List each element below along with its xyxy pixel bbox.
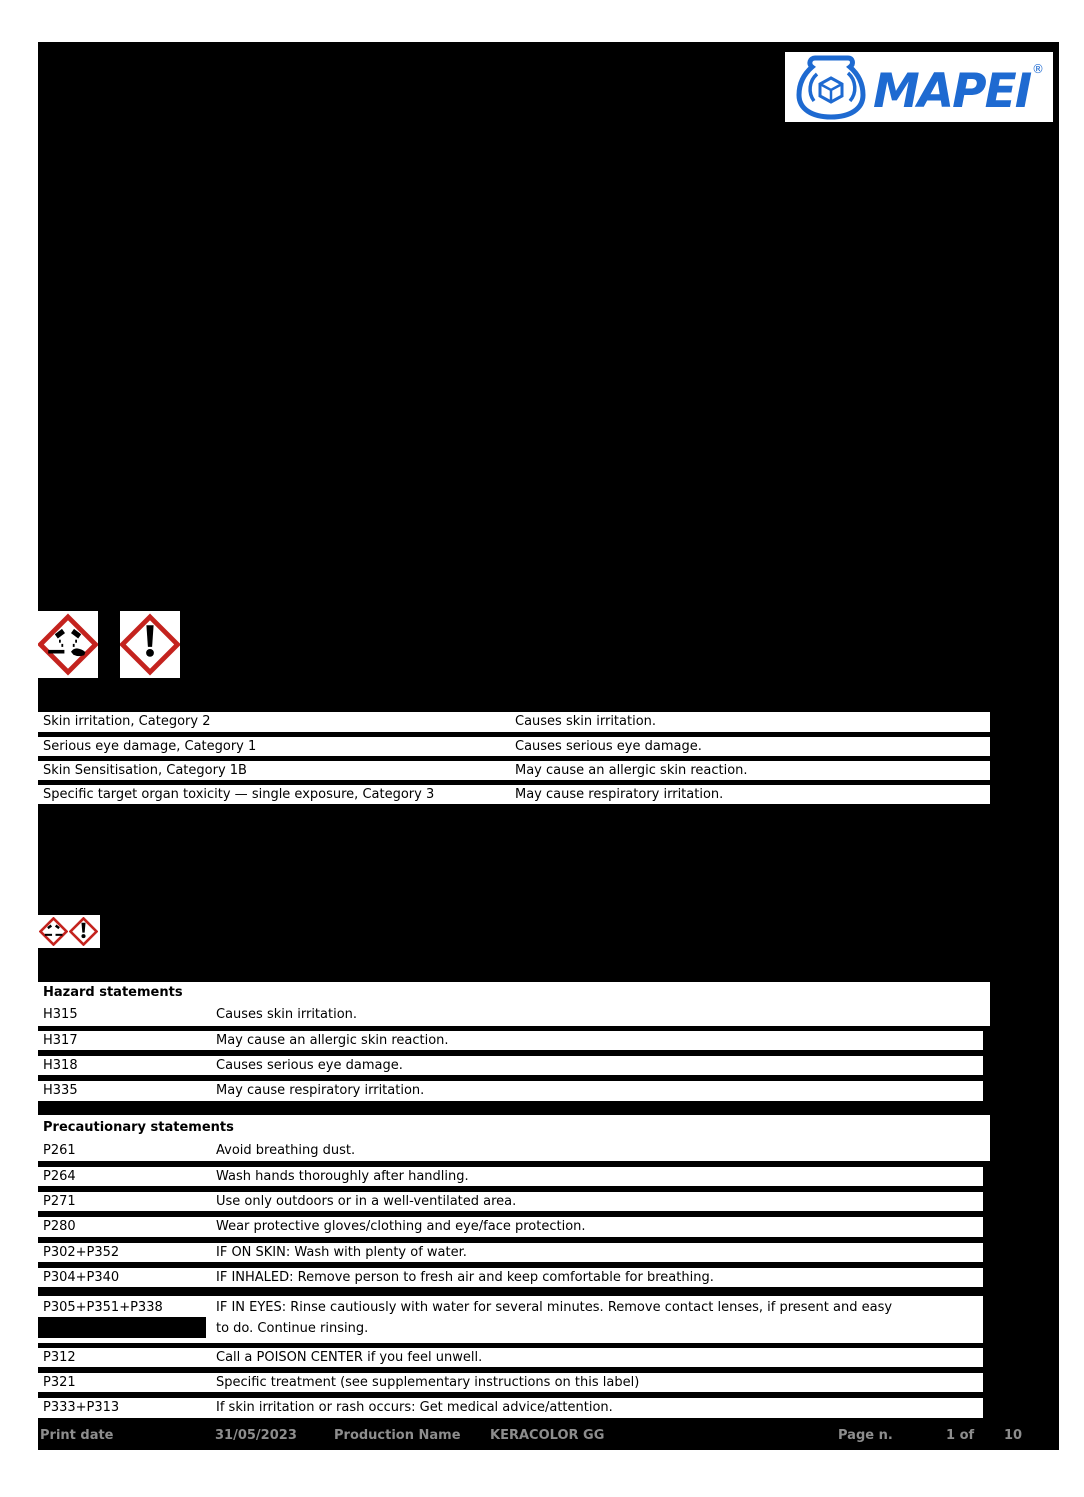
precautionary-text: If skin irritation or rash occurs: Get medical advice/attention. <box>216 1400 613 1415</box>
registered-mark: ® <box>1032 62 1044 76</box>
hazard-text: May cause respiratory irritation. <box>216 1083 425 1098</box>
precautionary-row <box>38 1348 983 1367</box>
hazard-row <box>38 1081 983 1101</box>
precautionary-code: P302+P352 <box>43 1245 120 1260</box>
hazard-code: H315 <box>43 1007 78 1022</box>
mapei-wordmark: MAPEI <box>873 64 1031 119</box>
precautionary-code: P312 <box>43 1350 76 1365</box>
precautionary-code: P261 <box>43 1143 76 1158</box>
precautionary-code: P264 <box>43 1169 76 1184</box>
hazard-statements-title: Hazard statements <box>43 985 183 1000</box>
mapei-logo-icon <box>785 52 1053 122</box>
precautionary-statements-title: Precautionary statements <box>43 1120 234 1135</box>
precautionary-row <box>38 1268 983 1287</box>
ghs-corrosion-pictogram-icon <box>38 611 98 678</box>
precautionary-row <box>38 1192 983 1211</box>
precautionary-text-line2: to do. Continue rinsing. <box>216 1321 369 1336</box>
classification-statement: May cause an allergic skin reaction. <box>515 763 748 778</box>
hazard-text: Causes serious eye damage. <box>216 1058 403 1073</box>
classification-statement: May cause respiratory irritation. <box>515 787 724 802</box>
precautionary-code: P304+P340 <box>43 1270 120 1285</box>
precautionary-text: IF INHALED: Remove person to fresh air and keep comfortable for breathing. <box>216 1270 714 1285</box>
hazard-row <box>38 1031 983 1050</box>
hazard-row <box>38 1056 983 1075</box>
precautionary-text: Wash hands thoroughly after handling. <box>216 1169 469 1184</box>
classification-row <box>38 785 990 804</box>
classification-row <box>38 737 990 756</box>
classification-label: Skin irritation, Category 2 <box>43 714 211 729</box>
precautionary-code: P333+P313 <box>43 1400 120 1415</box>
footer-page-label: Page n. <box>838 1428 893 1443</box>
precautionary-row <box>38 1217 983 1237</box>
hazard-code: H335 <box>43 1083 78 1098</box>
footer-page-current: 1 of <box>946 1428 975 1443</box>
precautionary-statements-block <box>38 1115 990 1161</box>
precautionary-text-line1: IF IN EYES: Rinse cautiously with water for several minutes. Remove contact lenses, if present and easy <box>216 1300 893 1315</box>
precautionary-text: Avoid breathing dust. <box>216 1143 356 1158</box>
classification-label: Serious eye damage, Category 1 <box>43 739 257 754</box>
classification-label: Skin Sensitisation, Category 1B <box>43 763 247 778</box>
precautionary-code: P305+P351+P338 <box>43 1300 163 1315</box>
hazard-text: May cause an allergic skin reaction. <box>216 1033 449 1048</box>
precautionary-code: P271 <box>43 1194 76 1209</box>
precautionary-text: Wear protective gloves/clothing and eye/face protection. <box>216 1219 586 1234</box>
footer-print-date-value: 31/05/2023 <box>215 1428 297 1443</box>
label-pictograms-box <box>38 915 100 948</box>
classification-statement: Causes serious eye damage. <box>515 739 702 754</box>
footer-print-date-label: Print date <box>40 1428 114 1443</box>
classification-statement: Causes skin irritation. <box>515 714 657 729</box>
precautionary-text: Use only outdoors or in a well-ventilated area. <box>216 1194 517 1209</box>
precautionary-row <box>38 1167 983 1186</box>
precautionary-row <box>38 1243 983 1262</box>
logo-box <box>785 52 1053 122</box>
footer-production-name-value: KERACOLOR GG <box>490 1428 605 1443</box>
ghs-exclamation-pictogram-icon <box>120 611 180 678</box>
ghs-exclamation-pictogram-small-icon <box>69 917 98 946</box>
classification-row <box>38 712 990 732</box>
precautionary-code: P280 <box>43 1219 76 1234</box>
footer-page-total: 10 <box>1004 1428 1023 1443</box>
redacted-document-body <box>38 42 1059 1450</box>
redaction-block <box>38 1317 206 1338</box>
precautionary-text: IF ON SKIN: Wash with plenty of water. <box>216 1245 467 1260</box>
precautionary-row <box>38 1373 983 1392</box>
hazard-text: Causes skin irritation. <box>216 1007 358 1022</box>
precautionary-row <box>38 1296 983 1343</box>
classification-row <box>38 761 990 780</box>
hazard-statements-block <box>38 982 990 1026</box>
ghs-corrosion-pictogram-small-icon <box>39 917 68 946</box>
hazard-code: H317 <box>43 1033 78 1048</box>
precautionary-text: Call a POISON CENTER if you feel unwell. <box>216 1350 483 1365</box>
classification-label: Specific target organ toxicity — single exposure, Category 3 <box>43 787 435 802</box>
hazard-code: H318 <box>43 1058 78 1073</box>
footer-production-name-label: Production Name <box>334 1428 461 1443</box>
precautionary-row <box>38 1398 983 1418</box>
precautionary-code: P321 <box>43 1375 76 1390</box>
precautionary-text: Specific treatment (see supplementary instructions on this label) <box>216 1375 640 1390</box>
